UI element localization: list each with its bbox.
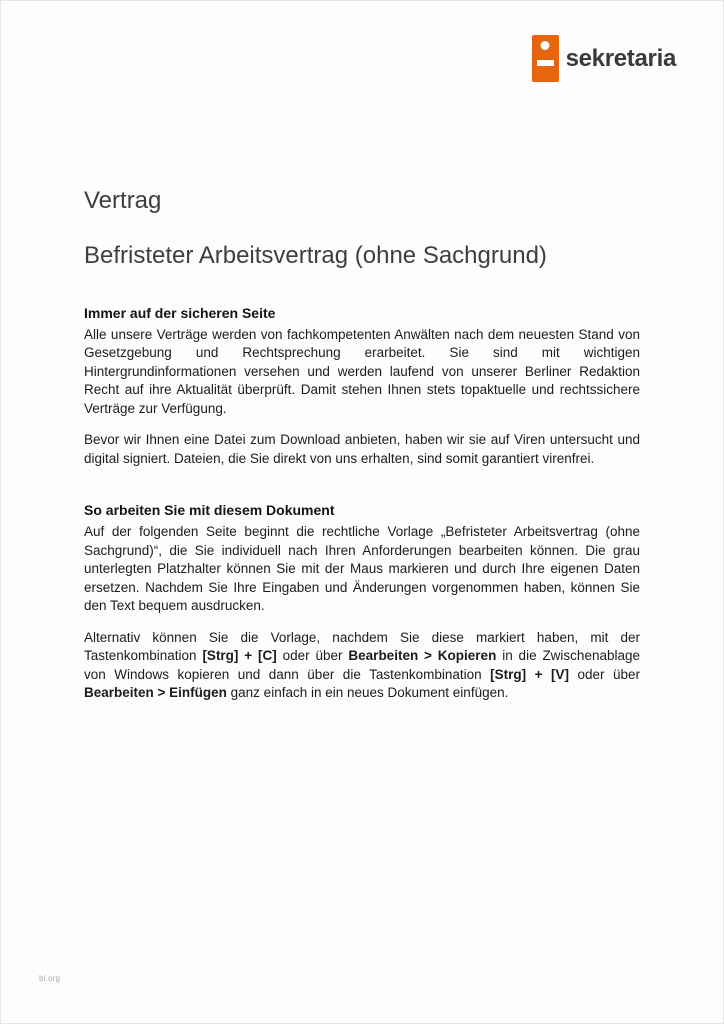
- page-subtitle: Befristeter Arbeitsvertrag (ohne Sachgrund): [84, 241, 547, 269]
- brand-logo: [532, 35, 676, 82]
- page-title: Vertrag: [84, 187, 162, 214]
- text-segment: Alternativ können Sie die Vorlage, nachdem Sie diese markiert haben, mit der Tastenkombination: [84, 629, 640, 664]
- text-segment: oder über: [568, 666, 640, 682]
- bold-text-segment: [Strg] + [V]: [490, 666, 569, 682]
- section-heading-arbeiten: So arbeiten Sie mit diesem Dokument: [84, 502, 335, 519]
- text-segment: in die Zwischenablage von Windows kopieren und dann über die Tastenkombination: [84, 648, 640, 682]
- bold-text-segment: Bearbeiten > Kopieren: [348, 648, 497, 664]
- binder-hole-icon: [541, 41, 550, 50]
- paragraph: Bevor wir Ihnen eine Datei zum Download anbieten, haben wir sie auf Viren untersucht und digital signiert. Dateien, die Sie direkt von uns erhalten, sind somit garantiert virenfrei.: [84, 432, 640, 466]
- paragraph: [84, 629, 640, 703]
- binder-label-bar: [537, 60, 554, 66]
- text-segment: oder über: [276, 648, 349, 664]
- watermark: bl.org: [39, 974, 61, 983]
- bold-text-segment: [Strg] + [C]: [202, 648, 277, 664]
- text-segment: ganz einfach in ein neues Dokument einfügen.: [226, 685, 509, 701]
- paragraph: Alle unsere Verträge werden von fachkompetenten Anwälten nach dem neuesten Stand von Gesetzgebung und Rechtsprechung erarbeitet. Sie sind mit wichtigen Hintergrundinformationen versehen und werden laufend von unserer Berliner Redaktion Recht auf ihre Aktualität überprüft. Damit stehen Ihnen stets topaktuelle und rechtssichere Verträge zur Verfügung.: [84, 326, 640, 416]
- document-content: [84, 187, 640, 716]
- binder-icon: [532, 35, 559, 82]
- section-heading-sicherheit: Immer auf der sicheren Seite: [84, 304, 276, 321]
- bold-text-segment: Bearbeiten > Einfügen: [84, 685, 227, 701]
- brand-name: sekretaria: [565, 44, 676, 72]
- paragraph: Auf der folgenden Seite beginnt die rechtliche Vorlage „Befristeter Arbeitsvertrag (ohne Sachgrund)“, die Sie individuell nach Ihren Anforderungen bearbeiten können. Die grau unterlegten Platzhalter können Sie mit der Maus markieren und durch Ihre eigenen Daten ersetzen. Nachdem Sie Ihre Eingaben und Änderungen vorgenommen haben, können Sie den Text bequem ausdrucken.: [84, 524, 640, 614]
